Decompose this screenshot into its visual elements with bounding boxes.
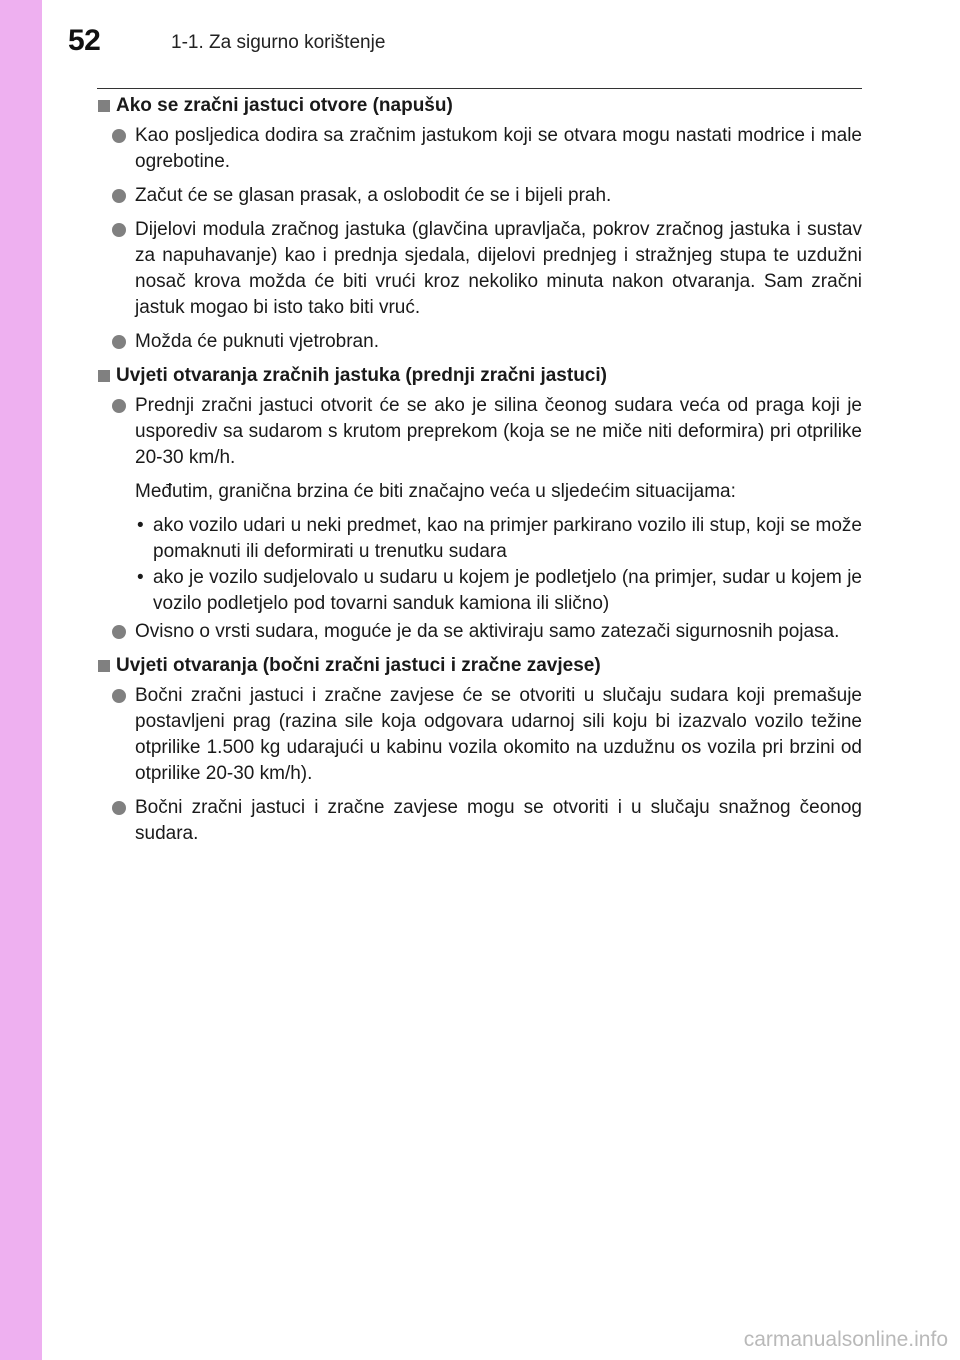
circle-bullet-icon — [112, 399, 126, 413]
list-item — [97, 217, 862, 321]
list-item — [97, 123, 862, 175]
sub-list-item-text: ako je vozilo sudjelovalo u sudaru u kojem je podletjelo (na primjer, sudar u kojem je vozilo podletjelo pod tovarni sanduk kamiona ili slično) — [153, 567, 862, 614]
list-item-text: Dijelovi modula zračnog jastuka (glavčina upravljača, pokrov zračnog jastuka i sustav za napuhavanje) kao i prednja sjedala, dijelovi prednjeg i stražnjeg stupa te uzdužni nosač krova možda će biti vrući kroz nekoliko minuta nakon otvaranja. Sam zračni jastuk mogao bi isto tako biti vruć. — [135, 219, 862, 318]
list-item — [97, 619, 862, 645]
section-heading — [97, 363, 862, 389]
paragraph: Međutim, granična brzina će biti značajno veća u sljedećim situacijama: — [135, 481, 736, 502]
circle-bullet-icon — [112, 689, 126, 703]
list-item-text: Ovisno o vrsti sudara, moguće je da se aktiviraju samo zatezači sigurnosnih pojasa. — [135, 621, 840, 642]
circle-bullet-icon — [112, 801, 126, 815]
section-heading-text: Ako se zračni jastuci otvore (napušu) — [116, 95, 453, 116]
list-item-text: Bočni zračni jastuci i zračne zavjese mogu se otvoriti i u slučaju snažnog čeonog sudara. — [135, 797, 862, 844]
circle-bullet-icon — [112, 129, 126, 143]
list-item-text: Kao posljedica dodira sa zračnim jastukom koji se otvara mogu nastati modrice i male ogrebotine. — [135, 125, 862, 172]
circle-bullet-icon — [112, 189, 126, 203]
list-item — [97, 795, 862, 847]
list-item-text: Možda će puknuti vjetrobran. — [135, 331, 379, 352]
sub-list-item — [97, 565, 862, 617]
square-bullet-icon — [98, 370, 110, 382]
list-item-text: Prednji zračni jastuci otvorit će se ako je silina čeonog sudara veća od praga koji je usporediv sa sudarom s krutom preprekom (koja se ne miče niti deformira) pri otprilike 20-30 km/h. — [135, 395, 862, 468]
chapter-title: 1-1. Za sigurno korištenje — [171, 32, 386, 53]
sub-list-item — [97, 513, 862, 565]
list-item-text: Bočni zračni jastuci i zračne zavjese će se otvoriti u slučaju sudara koji premašuje postavljeni prag (razina sile koja odgovara udarnoj sili koju bi izazvalo vozilo težine otprilike 1.500 kg udarajući u kabinu vozila okomito na uzdužnu os vozila pri brzini od otprilike 20-30 km/h). — [135, 685, 862, 784]
side-color-strip — [0, 0, 42, 1360]
small-bullet-icon: • — [137, 515, 144, 536]
list-item — [97, 683, 862, 787]
page-number: 52 — [68, 24, 101, 57]
page-content — [97, 93, 862, 855]
circle-bullet-icon — [112, 625, 126, 639]
list-item — [97, 329, 862, 355]
list-item — [97, 183, 862, 209]
square-bullet-icon — [98, 660, 110, 672]
list-item — [97, 393, 862, 471]
circle-bullet-icon — [112, 223, 126, 237]
header-divider — [97, 88, 862, 89]
circle-bullet-icon — [112, 335, 126, 349]
section-heading-text: Uvjeti otvaranja (bočni zračni jastuci i zračne zavjese) — [116, 655, 601, 676]
sub-list-item-text: ako vozilo udari u neki predmet, kao na primjer parkirano vozilo ili stup, koji se može pomaknuti ili deformirati u trenutku sudara — [153, 515, 862, 562]
list-item-text: Začut će se glasan prasak, a oslobodit će se i bijeli prah. — [135, 185, 612, 206]
square-bullet-icon — [98, 100, 110, 112]
section-heading — [97, 653, 862, 679]
section-heading — [97, 93, 862, 119]
small-bullet-icon: • — [137, 567, 144, 588]
watermark: carmanualsonline.info — [743, 1328, 948, 1351]
section-heading-text: Uvjeti otvaranja zračnih jastuka (prednji zračni jastuci) — [116, 365, 607, 386]
